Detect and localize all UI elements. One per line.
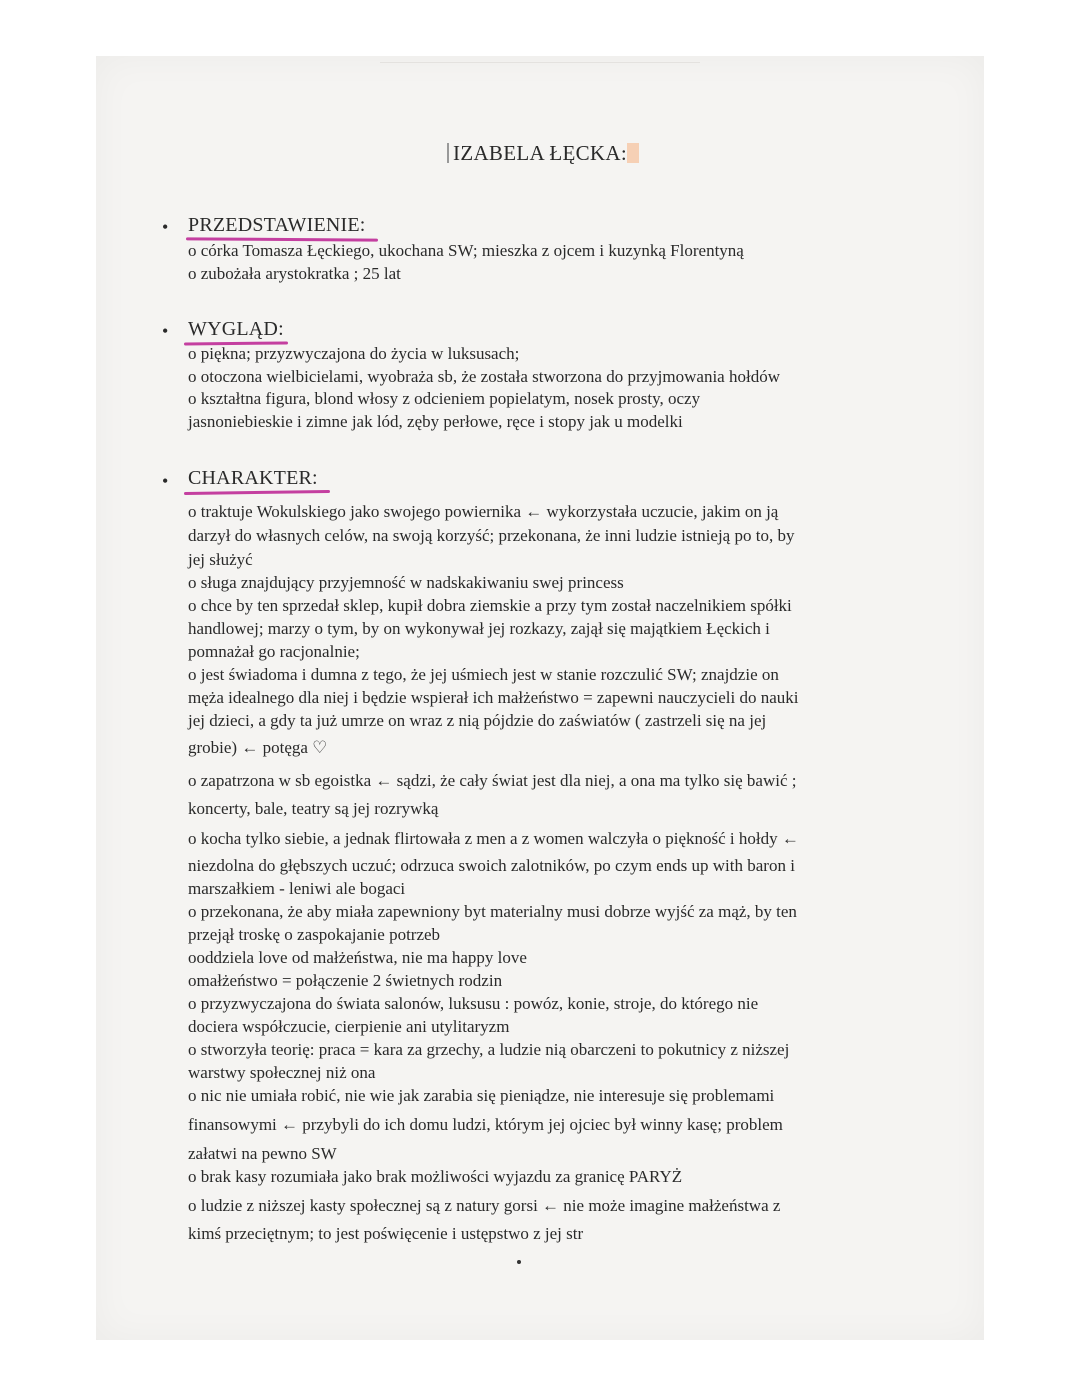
text-line: o córka Tomasza Łęckiego, ukochana SW; mieszka z ojcem i kuzynką Florentyną <box>188 241 744 260</box>
text-line: o przyzwyczajona do świata salonów, luksusu : powóz, konie, stroje, do którego nie <box>188 994 759 1013</box>
text-line: o sługa znajdujący przyjemność w nadskakiwaniu swej princess <box>188 573 624 592</box>
section-heading: CHARAKTER: <box>188 467 318 489</box>
section-body <box>188 240 908 285</box>
text-line: męża idealnego dla niej i będzie wspierał ich małżeństwo = zapewni nauczycieli do nauki <box>188 688 799 707</box>
bullet-dot: • <box>162 471 169 491</box>
section-body <box>188 343 908 433</box>
text-line: o przekonana, że aby miała zapewniony byt materialny musi dobrze wyjść za mąż, by ten <box>188 902 797 921</box>
text-line: o kształtna figura, blond włosy z odcieniem popielatym, nosek prosty, oczy <box>188 389 701 409</box>
text-line: marszałkiem - leniwi ale bogaci <box>188 879 406 898</box>
section-heading: WYGLĄD: <box>188 318 284 340</box>
text-line: kimś przeciętnym; to jest poświęcenie i ustępstwo z jej str <box>188 1224 584 1243</box>
text-line: o brak kasy rozumiała jako brak możliwości wyjazdu za granicę PARYŻ <box>188 1167 683 1186</box>
fold-line <box>380 62 700 63</box>
text-line: omałżeństwo = połączenie 2 świetnych rodzin <box>188 971 503 990</box>
bullet-dot: • <box>162 217 169 237</box>
text-line: przejął troskę o zaspokajanie potrzeb <box>188 925 441 944</box>
text-line: niezdolna do głębszych uczuć; odrzuca swoich zalotników, po czym ends up with baron i <box>188 856 795 875</box>
section-heading: PRZEDSTAWIENIE: <box>188 214 366 236</box>
text-line: o zapatrzona w sb egoistka ← sądzi, że cały świat jest dla niej, a ona ma tylko się bawić ; <box>188 771 797 790</box>
text-line: finansowymi ← przybyli do ich domu ludzi, którym jej ojciec był winny kasę; problem <box>188 1115 783 1134</box>
text-line: o piękna; przyzwyczajona do życia w luksusach; <box>188 344 520 363</box>
text-line: ooddziela love od małżeństwa, nie ma happy love <box>188 948 527 967</box>
text-line: darzył do własnych celów, na swoją korzyść; przekonana, że inni ludzie istnieją po to, by <box>188 526 795 545</box>
text-line: o chce by ten sprzedał sklep, kupił dobra ziemskie a przy tym został naczelnikiem spółki <box>188 596 792 615</box>
text-line: handlowej; marzy o tym, by on wykonywał jej rozkazy, zajął się majątkiem Łęckich i <box>188 619 770 638</box>
text-line: jej dzieci, a gdy ta już umrze on wraz z nią pójdzie do zaświatów ( zastrzeli się na jej <box>188 711 767 730</box>
text-line: pomnażał go racjonalnie; <box>188 642 360 661</box>
text-line: jasnoniebieskie i zimne jak lód, zęby perłowe, ręce i stopy jak u modelki <box>188 411 683 431</box>
text-line: o nic nie umiała robić, nie wie jak zarabia się pieniądze, nie interesuje się problemami <box>188 1086 775 1105</box>
text-line: jej służyć <box>188 550 253 569</box>
ink-dot <box>517 1260 521 1264</box>
title-highlight-mark <box>627 143 639 163</box>
text-line: o kocha tylko siebie, a jednak flirtowała z men a z women walczyła o piękność i hołdy ← <box>188 829 799 848</box>
title-margin-mark <box>447 143 449 163</box>
text-line: o stworzyła teorię: praca = kara za grzechy, a ludzie nią obarczeni to pokutnicy z niższej <box>188 1040 790 1059</box>
page-title-text: IZABELA ŁĘCKA: <box>453 141 627 165</box>
text-line: dociera współczucie, cierpienie ani utylitaryzm <box>188 1017 510 1036</box>
section-body <box>188 500 908 1245</box>
text-line: o jest świadoma i dumna z tego, że jej uśmiech jest w stanie rozczulić SW; znajdzie on <box>188 665 779 684</box>
text-line: koncerty, bale, teatry są jej rozrywką <box>188 799 439 818</box>
text-line: o ludzie z niższej kasty społecznej są z natury gorsi ← nie może imagine małżeństwa z <box>188 1196 781 1215</box>
text-line: grobie) ← potęga ♡ <box>188 738 328 757</box>
text-line: o otoczona wielbicielami, wyobraża sb, że została stworzona do przyjmowania hołdów <box>188 366 780 386</box>
text-line: załatwi na pewno SW <box>188 1144 337 1163</box>
text-line: o traktuje Wokulskiego jako swojego powiernika ← wykorzystała uczucie, jakim on ją <box>188 502 779 521</box>
bullet-dot: • <box>162 321 169 341</box>
page-title <box>0 141 1080 166</box>
text-line: o zubożała arystokratka ; 25 lat <box>188 263 401 283</box>
text-line: warstwy społecznej niż ona <box>188 1063 376 1082</box>
